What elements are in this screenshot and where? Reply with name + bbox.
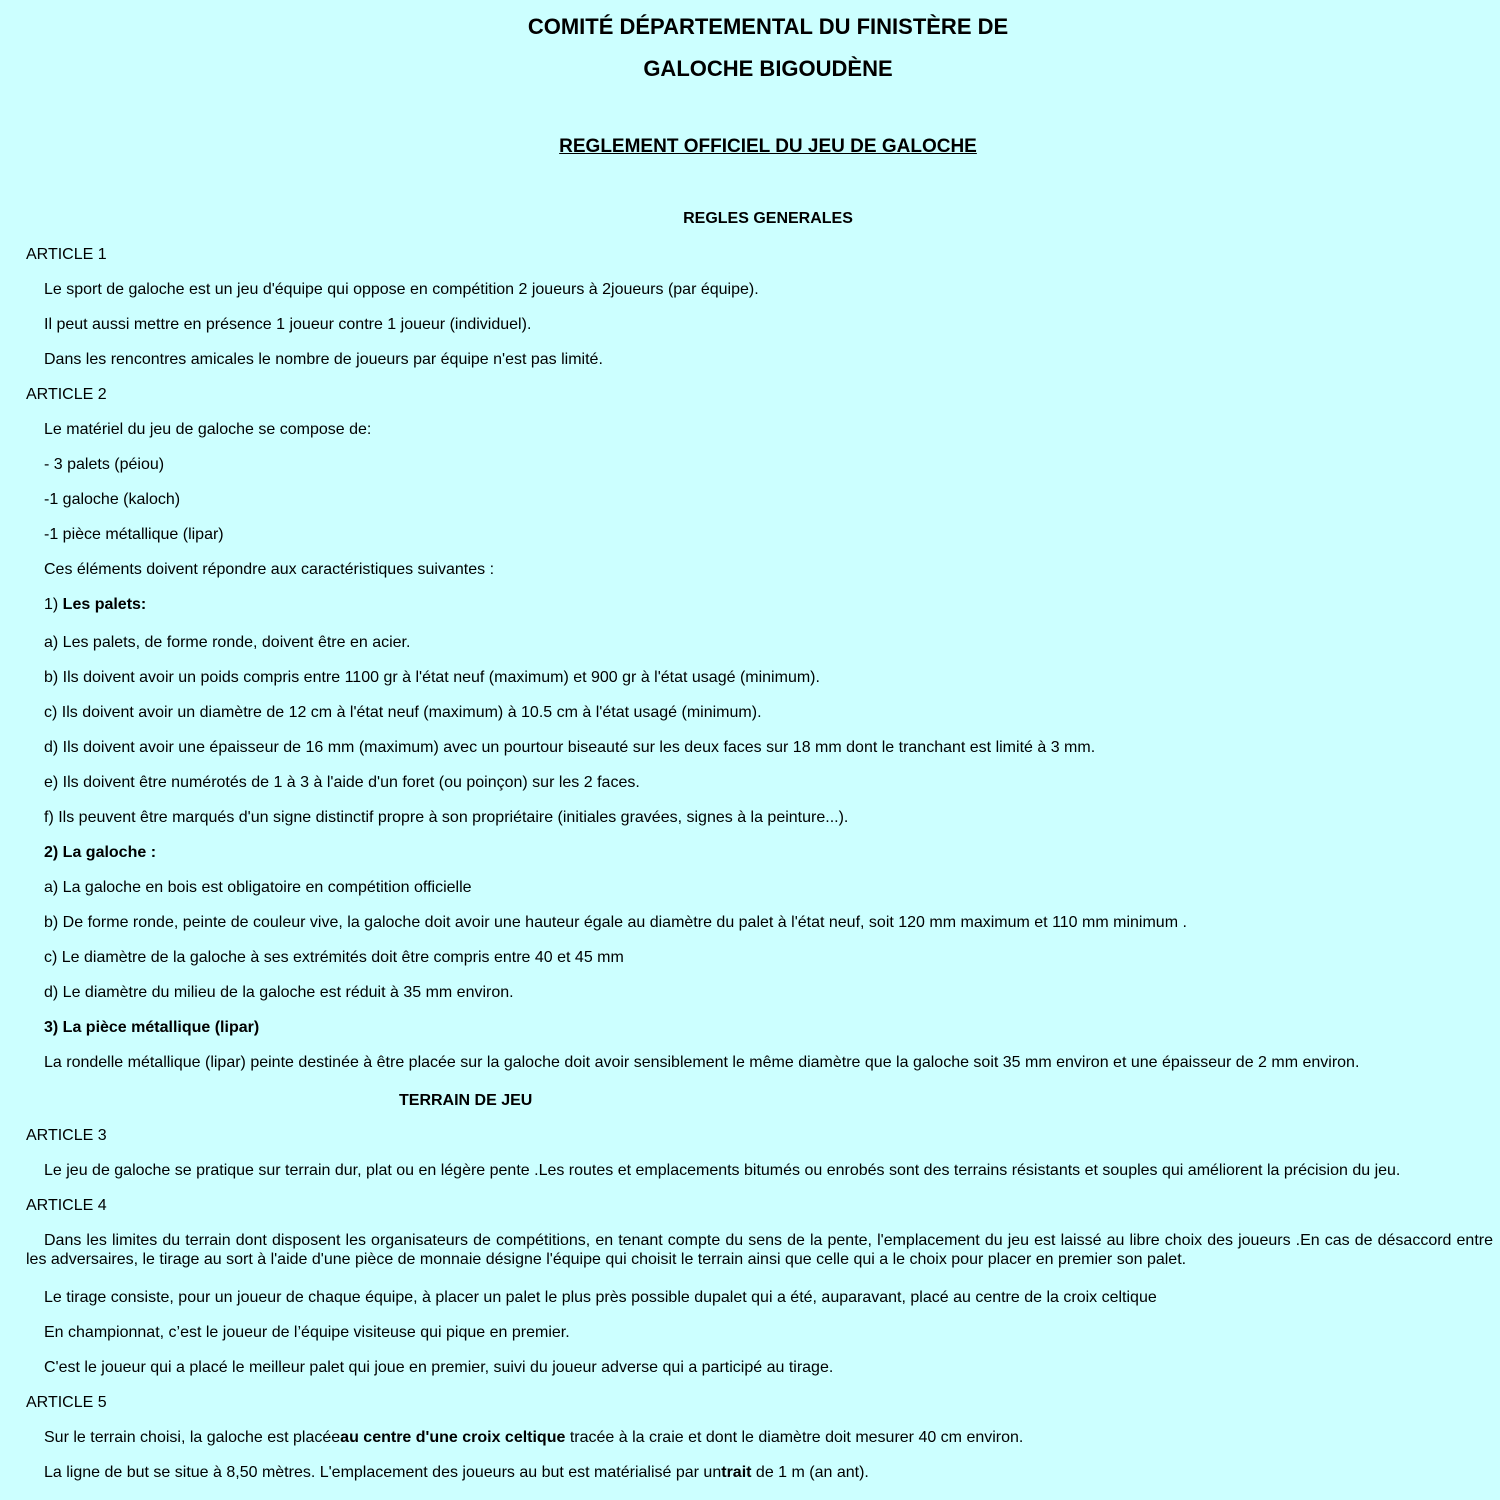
article-3-heading: ARTICLE 3 bbox=[26, 1127, 107, 1144]
list-item: e) Ils doivent être numérotés de 1 à 3 à l'aide d'un foret (ou poinçon) sur les 2 faces. bbox=[44, 774, 640, 791]
page-title: REGLEMENT OFFICIEL DU JEU DE GALOCHE bbox=[559, 136, 977, 157]
section-heading-general: REGLES GENERALES bbox=[683, 210, 853, 227]
list-item: c) Ils doivent avoir un diamètre de 12 cm à l'état neuf (maximum) à 10.5 cm à l'état usagé (minimum). bbox=[44, 704, 762, 721]
subheading-palets bbox=[44, 595, 146, 614]
subheading-label: Les palets: bbox=[62, 596, 147, 613]
paragraph bbox=[44, 1428, 1023, 1447]
subheading-galoche: 2) La galoche : bbox=[44, 844, 157, 861]
list-item: b) Ils doivent avoir un poids compris entre 1100 gr à l'état neuf (maximum) et 900 gr à l'état usagé (minimum). bbox=[44, 669, 820, 686]
paragraph: Ces éléments doivent répondre aux caractéristiques suivantes : bbox=[44, 561, 495, 578]
header-line-1: COMITÉ DÉPARTEMENTAL DU FINISTÈRE DE bbox=[527, 14, 1009, 39]
paragraph: C'est le joueur qui a placé le meilleur palet qui joue en premier, suivi du joueur adverse qui a participé au tirage. bbox=[44, 1359, 834, 1376]
list-item: - 3 palets (péiou) bbox=[44, 456, 165, 473]
paragraph: Le jeu de galoche se pratique sur terrain dur, plat ou en légère pente .Les routes et emplacements bitumés ou enrobés sont des terrains résistants et souples qui améliorent la précision du jeu. bbox=[44, 1162, 1401, 1179]
header-line-2: GALOCHE BIGOUDÈNE bbox=[643, 56, 893, 81]
paragraph: Le matériel du jeu de galoche se compose de: bbox=[44, 421, 372, 438]
paragraph bbox=[44, 1463, 869, 1482]
list-item: d) Ils doivent avoir une épaisseur de 16 mm (maximum) avec un pourtour biseauté sur les deux faces sur 18 mm dont le tranchant est limité à 3 mm. bbox=[44, 739, 1096, 756]
text-run: Sur le terrain choisi, la galoche est placée bbox=[44, 1429, 341, 1446]
section-heading-terrain: TERRAIN DE JEU bbox=[399, 1092, 533, 1109]
list-item: b) De forme ronde, peinte de couleur vive, la galoche doit avoir une hauteur égale au diamètre du palet à l'état neuf, soit 120 mm maximum et 110 mm minimum . bbox=[44, 914, 1187, 931]
subheading-piece: 3) La pièce métallique (lipar) bbox=[44, 1019, 260, 1036]
article-4-heading: ARTICLE 4 bbox=[26, 1197, 107, 1214]
paragraph: En championnat, c’est le joueur de l’équipe visiteuse qui pique en premier. bbox=[44, 1324, 570, 1341]
list-item: c) Le diamètre de la galoche à ses extrémités doit être compris entre 40 et 45 mm bbox=[44, 949, 624, 966]
list-item: a) La galoche en bois est obligatoire en compétition officielle bbox=[44, 879, 472, 896]
text-run-bold: au centre d'une croix celtique bbox=[340, 1429, 566, 1446]
text-run: La ligne de but se situe à 8,50 mètres. L'emplacement des joueurs au but est matérialisé par un bbox=[44, 1464, 722, 1481]
text-run: tracée à la craie et dont le diamètre doit mesurer 40 cm environ. bbox=[565, 1429, 1024, 1446]
list-item: a) Les palets, de forme ronde, doivent être en acier. bbox=[44, 634, 411, 651]
list-item: -1 galoche (kaloch) bbox=[44, 491, 181, 508]
paragraph: Le tirage consiste, pour un joueur de chaque équipe, à placer un palet le plus près possible dupalet qui a été, auparavant, placé au centre de la croix celtique bbox=[44, 1289, 1157, 1306]
paragraph: Le sport de galoche est un jeu d'équipe qui oppose en compétition 2 joueurs à 2joueurs (par équipe). bbox=[44, 281, 759, 298]
paragraph: Dans les limites du terrain dont disposent les organisateurs de compétitions, en tenant compte du sens de la pente, l'emplacement du jeu est laissé au libre choix des joueurs .En cas de désaccord entre les adversaires, le tirage au sort à l'aide d'une pièce de monnaie désigne l'équipe qui choisit le terrain ainsi que celle qui a le choix pour placer en premier son palet. bbox=[26, 1232, 1493, 1268]
list-item: f) Ils peuvent être marqués d'un signe distinctif propre à son propriétaire (initiales gravées, signes à la peinture...). bbox=[44, 809, 849, 826]
text-run-bold: trait bbox=[721, 1464, 752, 1481]
article-2-heading: ARTICLE 2 bbox=[26, 386, 107, 403]
list-item: -1 pièce métallique (lipar) bbox=[44, 526, 224, 543]
subheading-number: 1) bbox=[44, 596, 63, 613]
article-5-heading: ARTICLE 5 bbox=[26, 1394, 107, 1411]
article-1-heading: ARTICLE 1 bbox=[26, 246, 107, 263]
paragraph: Dans les rencontres amicales le nombre de joueurs par équipe n'est pas limité. bbox=[44, 351, 603, 368]
text-run: de 1 m (an ant). bbox=[751, 1464, 869, 1481]
paragraph: La rondelle métallique (lipar) peinte destinée à être placée sur la galoche doit avoir sensiblement le même diamètre que la galoche soit 35 mm environ et une épaisseur de 2 mm environ. bbox=[44, 1054, 1360, 1071]
list-item: d) Le diamètre du milieu de la galoche est réduit à 35 mm environ. bbox=[44, 984, 514, 1001]
paragraph: Il peut aussi mettre en présence 1 joueur contre 1 joueur (individuel). bbox=[44, 316, 532, 333]
